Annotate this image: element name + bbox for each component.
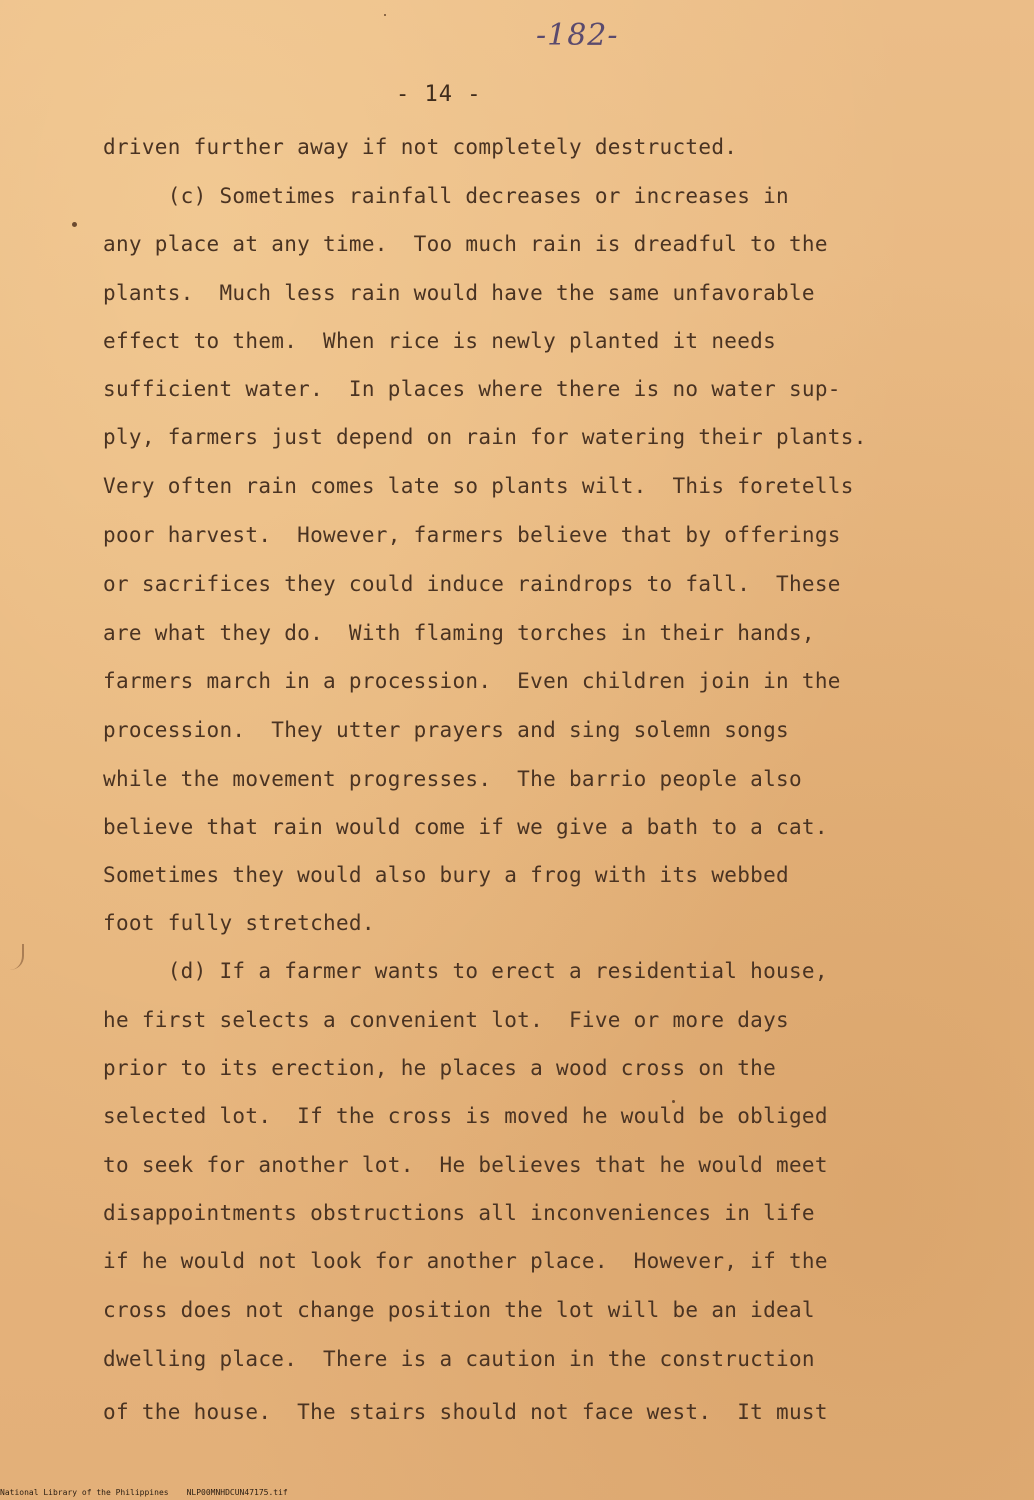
text-line: Very often rain comes late so plants wilt. This foretells	[103, 474, 854, 498]
text-line: dwelling place. There is a caution in the construction	[103, 1347, 815, 1371]
text-line: procession. They utter prayers and sing solemn songs	[103, 718, 789, 742]
text-line: Sometimes they would also bury a frog with its webbed	[103, 863, 789, 887]
text-line: ply, farmers just depend on rain for watering their plants.	[103, 425, 867, 449]
scan-filename: NLP00MNHDCUN47175.tif	[186, 1488, 288, 1497]
page-number: - 14 -	[396, 82, 482, 107]
text-line: (d) If a farmer wants to erect a residential house,	[103, 959, 828, 983]
text-line: are what they do. With flaming torches in their hands,	[103, 621, 815, 645]
text-line: to seek for another lot. He believes that he would meet	[103, 1153, 828, 1177]
text-line: he first selects a convenient lot. Five or more days	[103, 1008, 789, 1032]
text-line: poor harvest. However, farmers believe that by offerings	[103, 523, 841, 547]
text-line: believe that rain would come if we give a bath to a cat.	[103, 815, 828, 839]
text-line: foot fully stretched.	[103, 911, 375, 935]
text-line: any place at any time. Too much rain is dreadful to the	[103, 232, 828, 256]
text-line: or sacrifices they could induce raindrops to fall. These	[103, 572, 841, 596]
paper-edge-mark	[8, 944, 24, 970]
ink-speck	[384, 14, 386, 16]
scan-footer	[0, 1488, 288, 1497]
text-line: if he would not look for another place. However, if the	[103, 1249, 828, 1273]
text-line: cross does not change position the lot will be an ideal	[103, 1298, 815, 1322]
text-line: of the house. The stairs should not face west. It must	[103, 1400, 828, 1424]
library-credit: National Library of the Philippines	[0, 1488, 169, 1497]
text-line: while the movement progresses. The barrio people also	[103, 767, 802, 791]
ink-speck	[72, 222, 77, 227]
text-line: plants. Much less rain would have the same unfavorable	[103, 281, 815, 305]
handwritten-page-number: -182-	[536, 18, 619, 53]
text-line: (c) Sometimes rainfall decreases or increases in	[103, 184, 789, 208]
text-line: disappointments obstructions all inconveniences in life	[103, 1201, 815, 1225]
text-line: selected lot. If the cross is moved he would be obliged	[103, 1104, 828, 1128]
text-line: farmers march in a procession. Even children join in the	[103, 669, 841, 693]
ink-speck	[672, 1100, 675, 1103]
text-line: prior to its erection, he places a wood cross on the	[103, 1056, 777, 1080]
text-line: effect to them. When rice is newly planted it needs	[103, 329, 777, 353]
text-line: driven further away if not completely destructed.	[103, 135, 738, 159]
text-line: sufficient water. In places where there is no water sup-	[103, 377, 841, 401]
